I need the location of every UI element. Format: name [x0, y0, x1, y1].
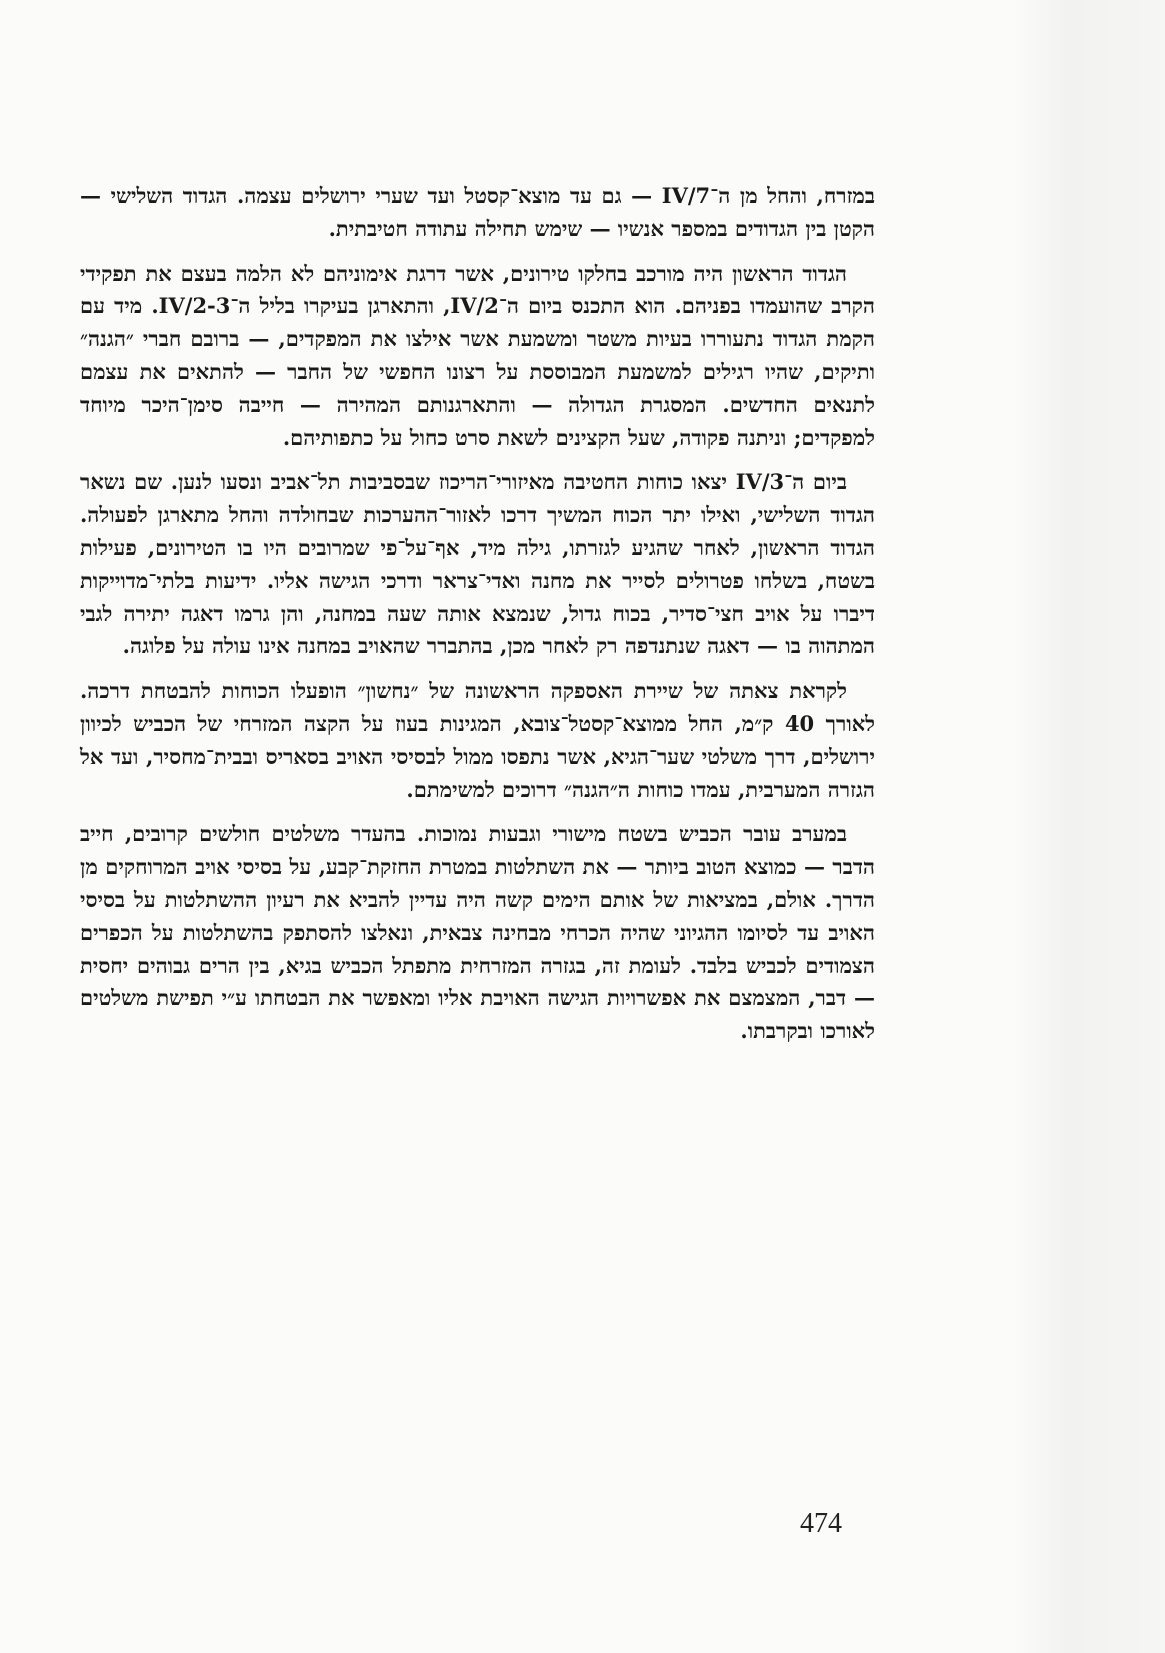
paragraph-3: ביום ה־3/IV יצאו כוחות החטיבה מאיזורי־הריכוז שבסביבות תל־אביב ונסעו לנען. שם נשאר הגדוד השלישי, ואילו יתר הכוח המשיך דרכו לאזור־ההערכות שבחולדה והחל מתארגן לפעולה. הגדוד הראשון, לאחר שהגיע לגזרתו, גילה מיד, אף־על־פי שמרובים היו בו הטירונים, פעילות בשטח, בשלחו פטרולים לסייר את מחנה ואדי־צראר ודרכי הגישה אליו. ידיעות בלתי־מדוייקות דיברו על אויב חצי־סדיר, בכוח גדול, שנמצא אותה שעה במחנה, והן גרמו דאגה יתירה לגבי המתהוה בו — דאגה שנתנדפה רק לאחר מכן, בהתברר שהאויב במחנה אינו עולה על פלוגה. [80, 469, 875, 659]
body-text [80, 180, 875, 1060]
paragraph-1: במזרח, והחל מן ה־7/IV — גם עד מוצא־קסטל ועד שערי ירושלים עצמה. הגדוד השלישי — הקטן בין הגדודים במספר אנשיו — שימש תחילה עתודה חטיבתית. [80, 183, 875, 241]
paragraph-2: הגדוד הראשון היה מורכב בחלקו טירונים, אשר דרגת אימוניהם לא הלמה בעצם את תפקידי הקרב שהועמדו בפניהם. הוא התכנס ביום ה־2/IV, והתארגן בעיקרו בליל ה־2-3/IV. מיד עם הקמת הגדוד נתעוררו בעיות משטר ומשמעת אשר אילצו את המפקדים, — ברובם חברי ״הגנה״ ותיקים, שהיו רגילים למשמעת המבוססת על רצונו החפשי של החבר — להתאים את עצמם לתנאים החדשים. המסגרת הגדולה — והתארגנותם המהירה — חייבה סימן־היכר מיוחד למפקדים; וניתנה פקודה, שעל הקצינים לשאת סרט כחול על כתפותיהם. [80, 260, 875, 450]
page-number: 474 [800, 1508, 842, 1539]
scan-edge-shadow [1015, 0, 1165, 1653]
paragraph-4: לקראת צאתה של שיירת האספקה הראשונה של ״נחשון״ הופעלו הכוחות להבטחת דרכה. לאורך 40 ק״מ, החל ממוצא־קסטל־צובא, המגינות בעוז על הקצה המזרחי של הכביש לכיוון ירושלים, דרך משלטי שער־הגיא, אשר נתפסו ממול לבסיסי האויב בסאריס ובבית־מחסיר, ועד אל הגזרה המערבית, עמדו כוחות ה״הגנה״ דרוכים למשימתם. [80, 678, 875, 802]
paragraph-5: במערב עובר הכביש בשטח מישורי וגבעות נמוכות. בהעדר משלטים חולשים קרובים, חייב הדבר — כמוצא הטוב ביותר — את השתלטות במטרת החזקת־קבע, על בסיסי אויב המרוחקים מן הדרך. אולם, במציאות של אותם הימים קשה היה עדיין להביא את רעיון ההשתלטות על בסיסי האויב עד לסיומו ההגיוני שהיה הכרחי מבחינה צבאית, ונאלצו להסתפק בהשתלטות על הכפרים הצמודים לכביש בלבד. לעומת זה, בגזרה המזרחית מתפתל הכביש בגיא, בין הרים גבוהים יחסית — דבר, המצמצם את אפשרויות הגישה האויבת אליו ומאפשר את הבטחתו ע״י תפישת משלטים לאורכו ובקרבתו. [80, 821, 875, 1044]
